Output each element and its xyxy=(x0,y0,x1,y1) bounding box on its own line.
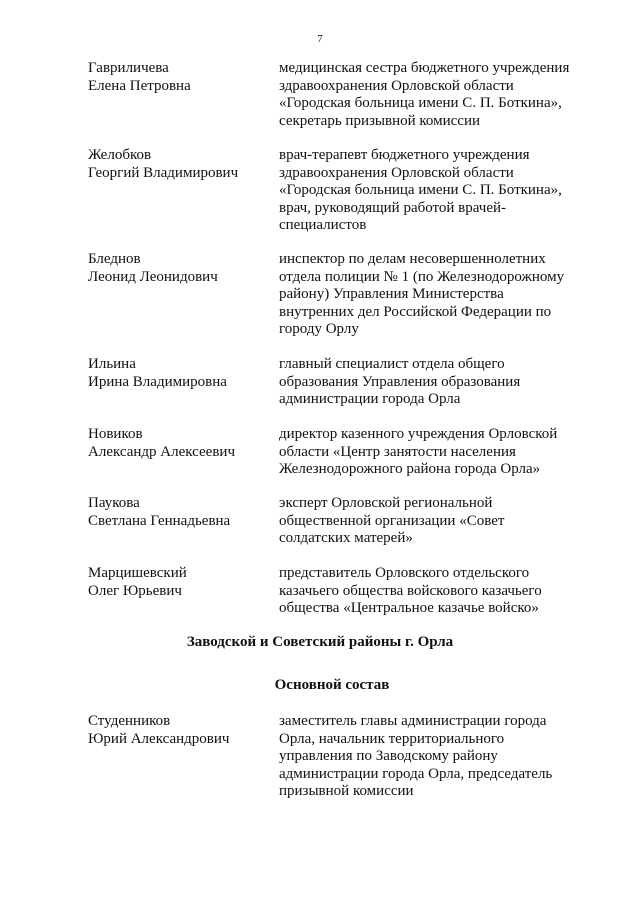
member-role xyxy=(279,251,579,339)
role-line: общественной организации «Совет xyxy=(279,512,505,529)
member-surname: Желобков xyxy=(88,147,152,163)
member-surname: Новиков xyxy=(88,426,143,442)
member-surname: Ильина xyxy=(88,356,136,372)
page-number: 7 xyxy=(317,33,323,45)
role-line: казачьего общества войскового казачьего xyxy=(279,582,542,599)
member-surname: Гавриличева xyxy=(88,60,169,76)
member-role xyxy=(279,495,579,548)
role-line: городу Орлу xyxy=(279,321,359,337)
member-given-names: Георгий Владимирович xyxy=(88,164,239,181)
role-line: управления по Заводскому району xyxy=(279,748,498,764)
member-name xyxy=(88,356,273,391)
role-line: солдатских матерей» xyxy=(279,530,413,546)
role-line: медицинская сестра бюджетного учреждения xyxy=(279,60,570,76)
role-line: Орла, начальник территориального xyxy=(279,730,505,747)
member-name xyxy=(88,60,273,95)
member-name xyxy=(88,251,273,286)
role-line: врач, руководящий работой врачей- xyxy=(279,199,507,216)
role-line: администрации города Орла, председатель xyxy=(279,765,553,782)
member-surname: Марцишевский xyxy=(88,565,187,581)
role-line: общества «Центральное казачье войско» xyxy=(279,600,539,616)
member-name xyxy=(88,565,273,600)
role-line: специалистов xyxy=(279,217,367,233)
role-line: Железнодорожного района города Орла» xyxy=(279,461,541,477)
member-role xyxy=(279,565,579,618)
role-line: инспектор по делам несовершеннолетних xyxy=(279,251,546,267)
member-surname: Студенников xyxy=(88,713,171,729)
role-line: представитель Орловского отдельского xyxy=(279,565,530,581)
member-given-names: Юрий Александрович xyxy=(88,730,230,747)
role-line: области «Центр занятости населения xyxy=(279,443,516,460)
member-surname: Паукова xyxy=(88,495,140,511)
member-given-names: Ирина Владимировна xyxy=(88,373,227,390)
role-line: врач-терапевт бюджетного учреждения xyxy=(279,147,530,163)
role-line: внутренних дел Российской Федерации по xyxy=(279,303,552,320)
role-line: «Городская больница имени С. П. Боткина», xyxy=(279,182,562,198)
role-line: эксперт Орловской региональной xyxy=(279,495,493,511)
member-name xyxy=(88,495,273,530)
role-line: отдела полиции № 1 (по Железнодорожному xyxy=(279,268,565,285)
member-role xyxy=(279,60,579,130)
role-line: району) Управления Министерства xyxy=(279,286,504,302)
member-given-names: Олег Юрьевич xyxy=(88,582,182,599)
role-line: здравоохранения Орловской области xyxy=(279,164,514,181)
member-role xyxy=(279,426,579,479)
role-line: главный специалист отдела общего xyxy=(279,356,505,372)
member-name xyxy=(88,426,273,461)
subsection-heading: Основной состав xyxy=(274,677,390,693)
member-name xyxy=(88,147,273,182)
section-heading: Заводской и Советский районы г. Орла xyxy=(186,634,454,650)
role-line: призывной комиссии xyxy=(279,783,414,799)
member-surname: Бледнов xyxy=(88,251,141,267)
member-given-names: Александр Алексеевич xyxy=(88,443,235,460)
member-name xyxy=(88,713,273,748)
role-line: секретарь призывной комиссии xyxy=(279,112,481,129)
member-given-names: Елена Петровна xyxy=(88,77,191,94)
role-line: администрации города Орла xyxy=(279,391,461,407)
role-line: «Городская больница имени С. П. Боткина», xyxy=(279,95,562,111)
member-role xyxy=(279,713,579,801)
role-line: образования Управления образования xyxy=(279,373,521,390)
role-line: заместитель главы администрации города xyxy=(279,713,547,729)
member-role xyxy=(279,147,579,235)
member-given-names: Светлана Геннадьевна xyxy=(88,512,231,529)
member-role xyxy=(279,356,579,409)
role-line: директор казенного учреждения Орловской xyxy=(279,426,558,442)
member-given-names: Леонид Леонидович xyxy=(88,268,218,285)
role-line: здравоохранения Орловской области xyxy=(279,77,514,94)
